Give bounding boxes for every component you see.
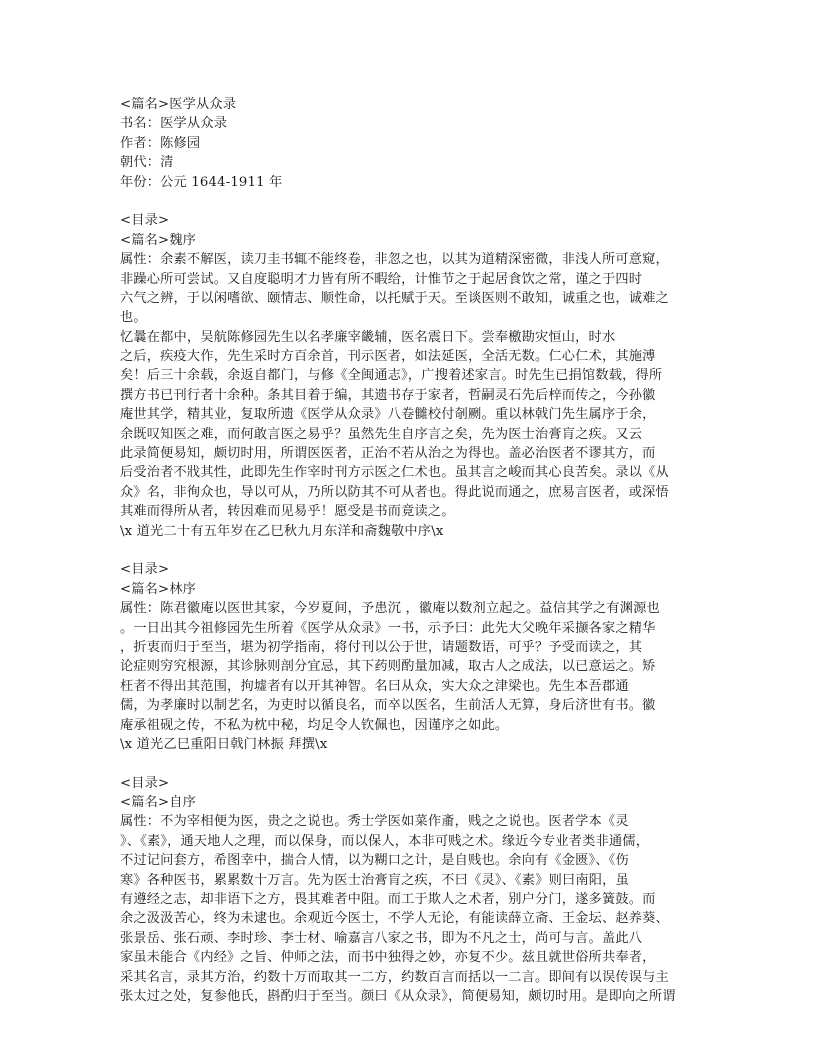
text-line: 庵世其学，精其业，复取所遗《医学从众录》八卷雠校付剞劂。重以林戟门先生属序于余， (120, 407, 656, 423)
section-wei-preface (120, 211, 705, 541)
text-line: 张景岳、张石顽、李时珍、李士材、喻嘉言八家之书，即为不凡之士，尚可与言。盖此八 (120, 930, 643, 946)
spacer (120, 541, 705, 560)
text-line: 忆曩在都中，吴航陈修园先生以名孝廉宰畿辅，医名震日下。尝奉檄勘灾恒山，时水 (120, 329, 616, 345)
text-line: 六气之辨，于以闲嗜欲、颐情志、顺性命，以托赋于天。至谈医则不敢知，诚重之也，诚难之 (120, 290, 669, 306)
text-line: 属性：余素不解医，读刀圭书辄不能终卷，非忽之也，以其为道精深密微，非浅人所可意窥， (120, 252, 669, 268)
text-line: 枉者不得出其范围，拘墟者有以开其神智。名曰从众，实大众之津梁也。先生本吾郡通 (120, 678, 629, 694)
book-author: 作者：陈修园 (120, 135, 201, 151)
text-line: 属性：陈君徽庵以医世其家，今岁夏间，予患沉 ，徽庵以数剂立起之。益信其学之有渊源也 (120, 601, 660, 617)
text-line: 此录简便易知，颇切时用，所谓医医者，正治不若从治之为得也。盖必治医者不谬其方，而 (120, 446, 656, 462)
spacer (120, 192, 705, 211)
text-line: 有遵经之志，却非语下之方，畏其难者中阻。而工于欺人之术者，别户分门，遂多簧鼓。而 (120, 892, 656, 908)
book-title: 书名：医学从众录 (120, 116, 228, 132)
spacer (120, 754, 705, 773)
text-line: 不过记问套方，希图幸中，揣合人情，以为糊口之计，是自贱也。余向有《金匮》、《伤 (120, 853, 629, 869)
text-line: 后受治者不戕其性，此即先生作宰时刊方示医之仁术也。虽其言之峻而其心良苦矣。录以《从 (120, 465, 669, 481)
text-line: 之后，疾疫大作，先生采时方百余首，刊示医者，如法延医，全活无数。仁心仁术，其施溥 (120, 349, 656, 365)
section-toc-tag: <目录> (120, 775, 170, 791)
text-line: 矣！后三十余载，余返自都门，与修《全闽通志》，广搜着述家言。时先生已捐馆数载，得所 (120, 368, 663, 384)
text-line: 张太过之处，复参他氏，斟酌归于至当。颜曰《从众录》，简便易知，颇切时用。是即向之所谓 (120, 988, 676, 1004)
text-line: 庵承祖砚之传，不私为枕中秘，均足令人钦佩也，因谨序之如此。 (120, 717, 509, 733)
text-line: 采其名言，录其方治，约数十万而取其一二方，约数百言而括以一二言。即间有以误传误与主 (120, 969, 669, 985)
text-line: 论症则穷究根源，其诊脉则剖分宜忌，其下药则酌量加减，取古人之成法，以已意运之。矫 (120, 659, 656, 675)
text-line: ，折衷而归于至当，堪为初学指南，将付刊以公于世，请题数语，可乎？予受而读之，其 (120, 639, 643, 655)
section-chapter-tag: <篇名>魏序 (120, 232, 197, 248)
document-page (120, 95, 705, 1006)
section-toc-tag: <目录> (120, 213, 170, 229)
chapter-tag: <篇名>医学从众录 (120, 97, 237, 112)
text-line: 儒，为孝廉时以制艺名，为吏时以循良名，而卒以医名，生前活人无算，身后济世有书。徽 (120, 698, 656, 714)
text-line: 撰方书已刊行者十余种。条其目着于编，其遗书存于家者，哲嗣灵石先后梓而传之，今孙徽 (120, 387, 656, 403)
text-line: 家虽未能合《内经》之旨、仲师之法，而书中独得之妙，亦复不少。兹且就世俗所共奉者， (120, 950, 656, 966)
text-line: 众》名，非徇众也，导以可从，乃所以防其不可从者也。得此说而通之，庶易言医者，或深悟 (120, 484, 669, 500)
book-dynasty: 朝代：清 (120, 155, 174, 171)
text-line: 非躁心所可尝试。又自度聪明才力皆有所不暇给，计惟节之于起居食饮之常，谨之于四时 (120, 271, 643, 287)
section-lin-preface (120, 560, 705, 754)
section-chapter-tag: <篇名>林序 (120, 581, 197, 597)
section-toc-tag: <目录> (120, 562, 170, 578)
text-line: 余之汲汲苦心，终为未逮也。余观近今医士，不学人无论，有能读薛立斋、王金坛、赵养葵、 (120, 911, 669, 927)
text-line: 属性：不为宰相便为医，贵之之说也。秀士学医如菜作齑，贱之之说也。医者学本《灵 (120, 814, 629, 830)
text-line: 也。 (120, 310, 147, 326)
text-line: 》、《素》，通天地人之理，而以保身，而以保人，本非可贱之术。缘近今专业者类非通儒， (120, 833, 650, 849)
signature-line: \x 道光二十有五年岁在乙巳秋九月东洋和斋魏敬中序\x (120, 523, 444, 539)
text-line: 其难而得所从者，转因难而见易乎！愿受是书而竟读之。 (120, 504, 455, 520)
signature-line: \x 道光乙巳重阳日戟门林振 拜撰\x (120, 736, 328, 752)
text-line: 寒》各种医书，累累数十万言。先为医士治膏肓之疾，不曰《灵》、《素》则曰南阳，虽 (120, 872, 629, 888)
section-chapter-tag: <篇名>自序 (120, 795, 197, 811)
text-line: 余既叹知医之难，而何敢言医之易乎？虽然先生自序言之矣，先为医士治膏肓之疾。又云 (120, 426, 643, 442)
section-author-preface (120, 774, 705, 1007)
book-years: 年份：公元 1644-1911 年 (120, 174, 283, 190)
text-line: 。一日出其今祖修园先生所着《医学从众录》一书，示予曰：此先大父晚年采撷各家之精华 (120, 620, 656, 636)
